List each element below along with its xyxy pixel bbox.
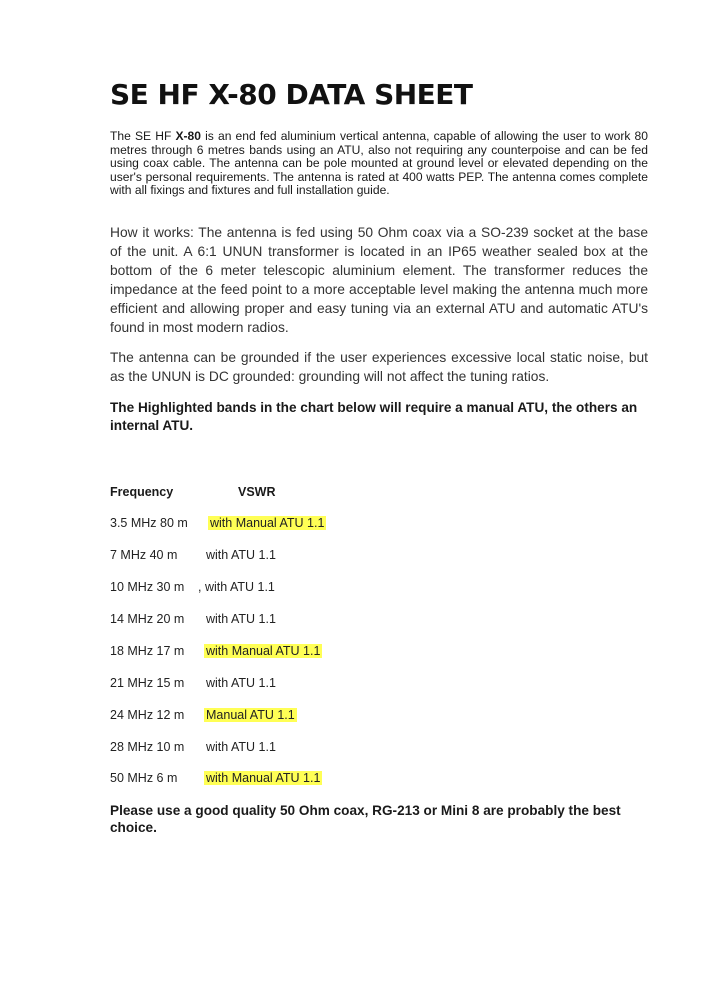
band-label: 18 MHz 17 m xyxy=(110,644,185,658)
intro-prefix: The SE HF xyxy=(110,129,176,143)
intro-paragraph xyxy=(110,130,648,198)
grounding-paragraph: The antenna can be grounded if the user experiences excessive local static noise, but as the UNUN is DC grounded: grounding will not affect the tuning ratios. xyxy=(110,350,648,384)
table-row xyxy=(110,644,510,662)
band-label: 3.5 MHz 80 m xyxy=(110,516,188,530)
vswr-value: , with ATU 1.1 xyxy=(198,580,275,594)
table-row xyxy=(110,708,510,726)
table-row xyxy=(110,612,510,630)
band-label: 21 MHz 15 m xyxy=(110,676,185,690)
vswr-value: with Manual ATU 1.1 xyxy=(206,644,321,658)
table-header-frequency: Frequency xyxy=(110,485,174,499)
band-label: 28 MHz 10 m xyxy=(110,740,185,754)
band-label: 14 MHz 20 m xyxy=(110,612,185,626)
table-header-vswr: VSWR xyxy=(238,485,276,499)
table-row xyxy=(110,580,510,598)
closing-note: Please use a good quality 50 Ohm coax, RG-213 or Mini 8 are probably the best choice. xyxy=(110,803,621,835)
band-label: 10 MHz 30 m xyxy=(110,580,185,594)
vswr-value: with Manual ATU 1.1 xyxy=(210,516,325,530)
intro-model: X-80 xyxy=(175,129,201,143)
table-row xyxy=(110,740,510,758)
vswr-value: with Manual ATU 1.1 xyxy=(206,771,321,785)
vswr-value: with ATU 1.1 xyxy=(206,612,276,626)
vswr-value: with ATU 1.1 xyxy=(206,676,276,690)
vswr-value: with ATU 1.1 xyxy=(206,548,276,562)
band-label: 24 MHz 12 m xyxy=(110,708,185,722)
table-row xyxy=(110,676,510,694)
table-row xyxy=(110,516,510,534)
page-title: SE HF X-80 DATA SHEET xyxy=(110,78,473,111)
how-it-works-paragraph: How it works: The antenna is fed using 50 Ohm coax via a SO-239 socket at the base of the unit. A 6:1 UNUN transformer is located in an IP65 weather sealed box at the bottom of the 6 meter telescopic aluminium element. The transformer reduces the impedance at the feed point to a more acceptable level making the antenna much more efficient and allowing proper and easy tuning via an external ATU and automatic ATU's found in most modern radios. xyxy=(110,225,648,335)
vswr-value: with ATU 1.1 xyxy=(206,740,276,754)
vswr-value: Manual ATU 1.1 xyxy=(206,708,295,722)
band-label: 50 MHz 6 m xyxy=(110,771,178,785)
intro-body: is an end fed aluminium vertical antenna, capable of allowing the user to work 80 metres through 6 metres bands using an ATU, also not requiring any counterpoise and can be fed using coax cable. The antenna can be pole mounted at ground level or elevated depending on the user's personal requirements. The antenna is rated at 400 watts PEP. The antenna comes complete with all fixings and fixtures and full installation guide. xyxy=(110,129,648,198)
band-label: 7 MHz 40 m xyxy=(110,548,178,562)
table-row xyxy=(110,771,510,789)
highlight-note: The Highlighted bands in the chart below will require a manual ATU, the others an internal ATU. xyxy=(110,400,638,433)
table-row xyxy=(110,548,510,566)
